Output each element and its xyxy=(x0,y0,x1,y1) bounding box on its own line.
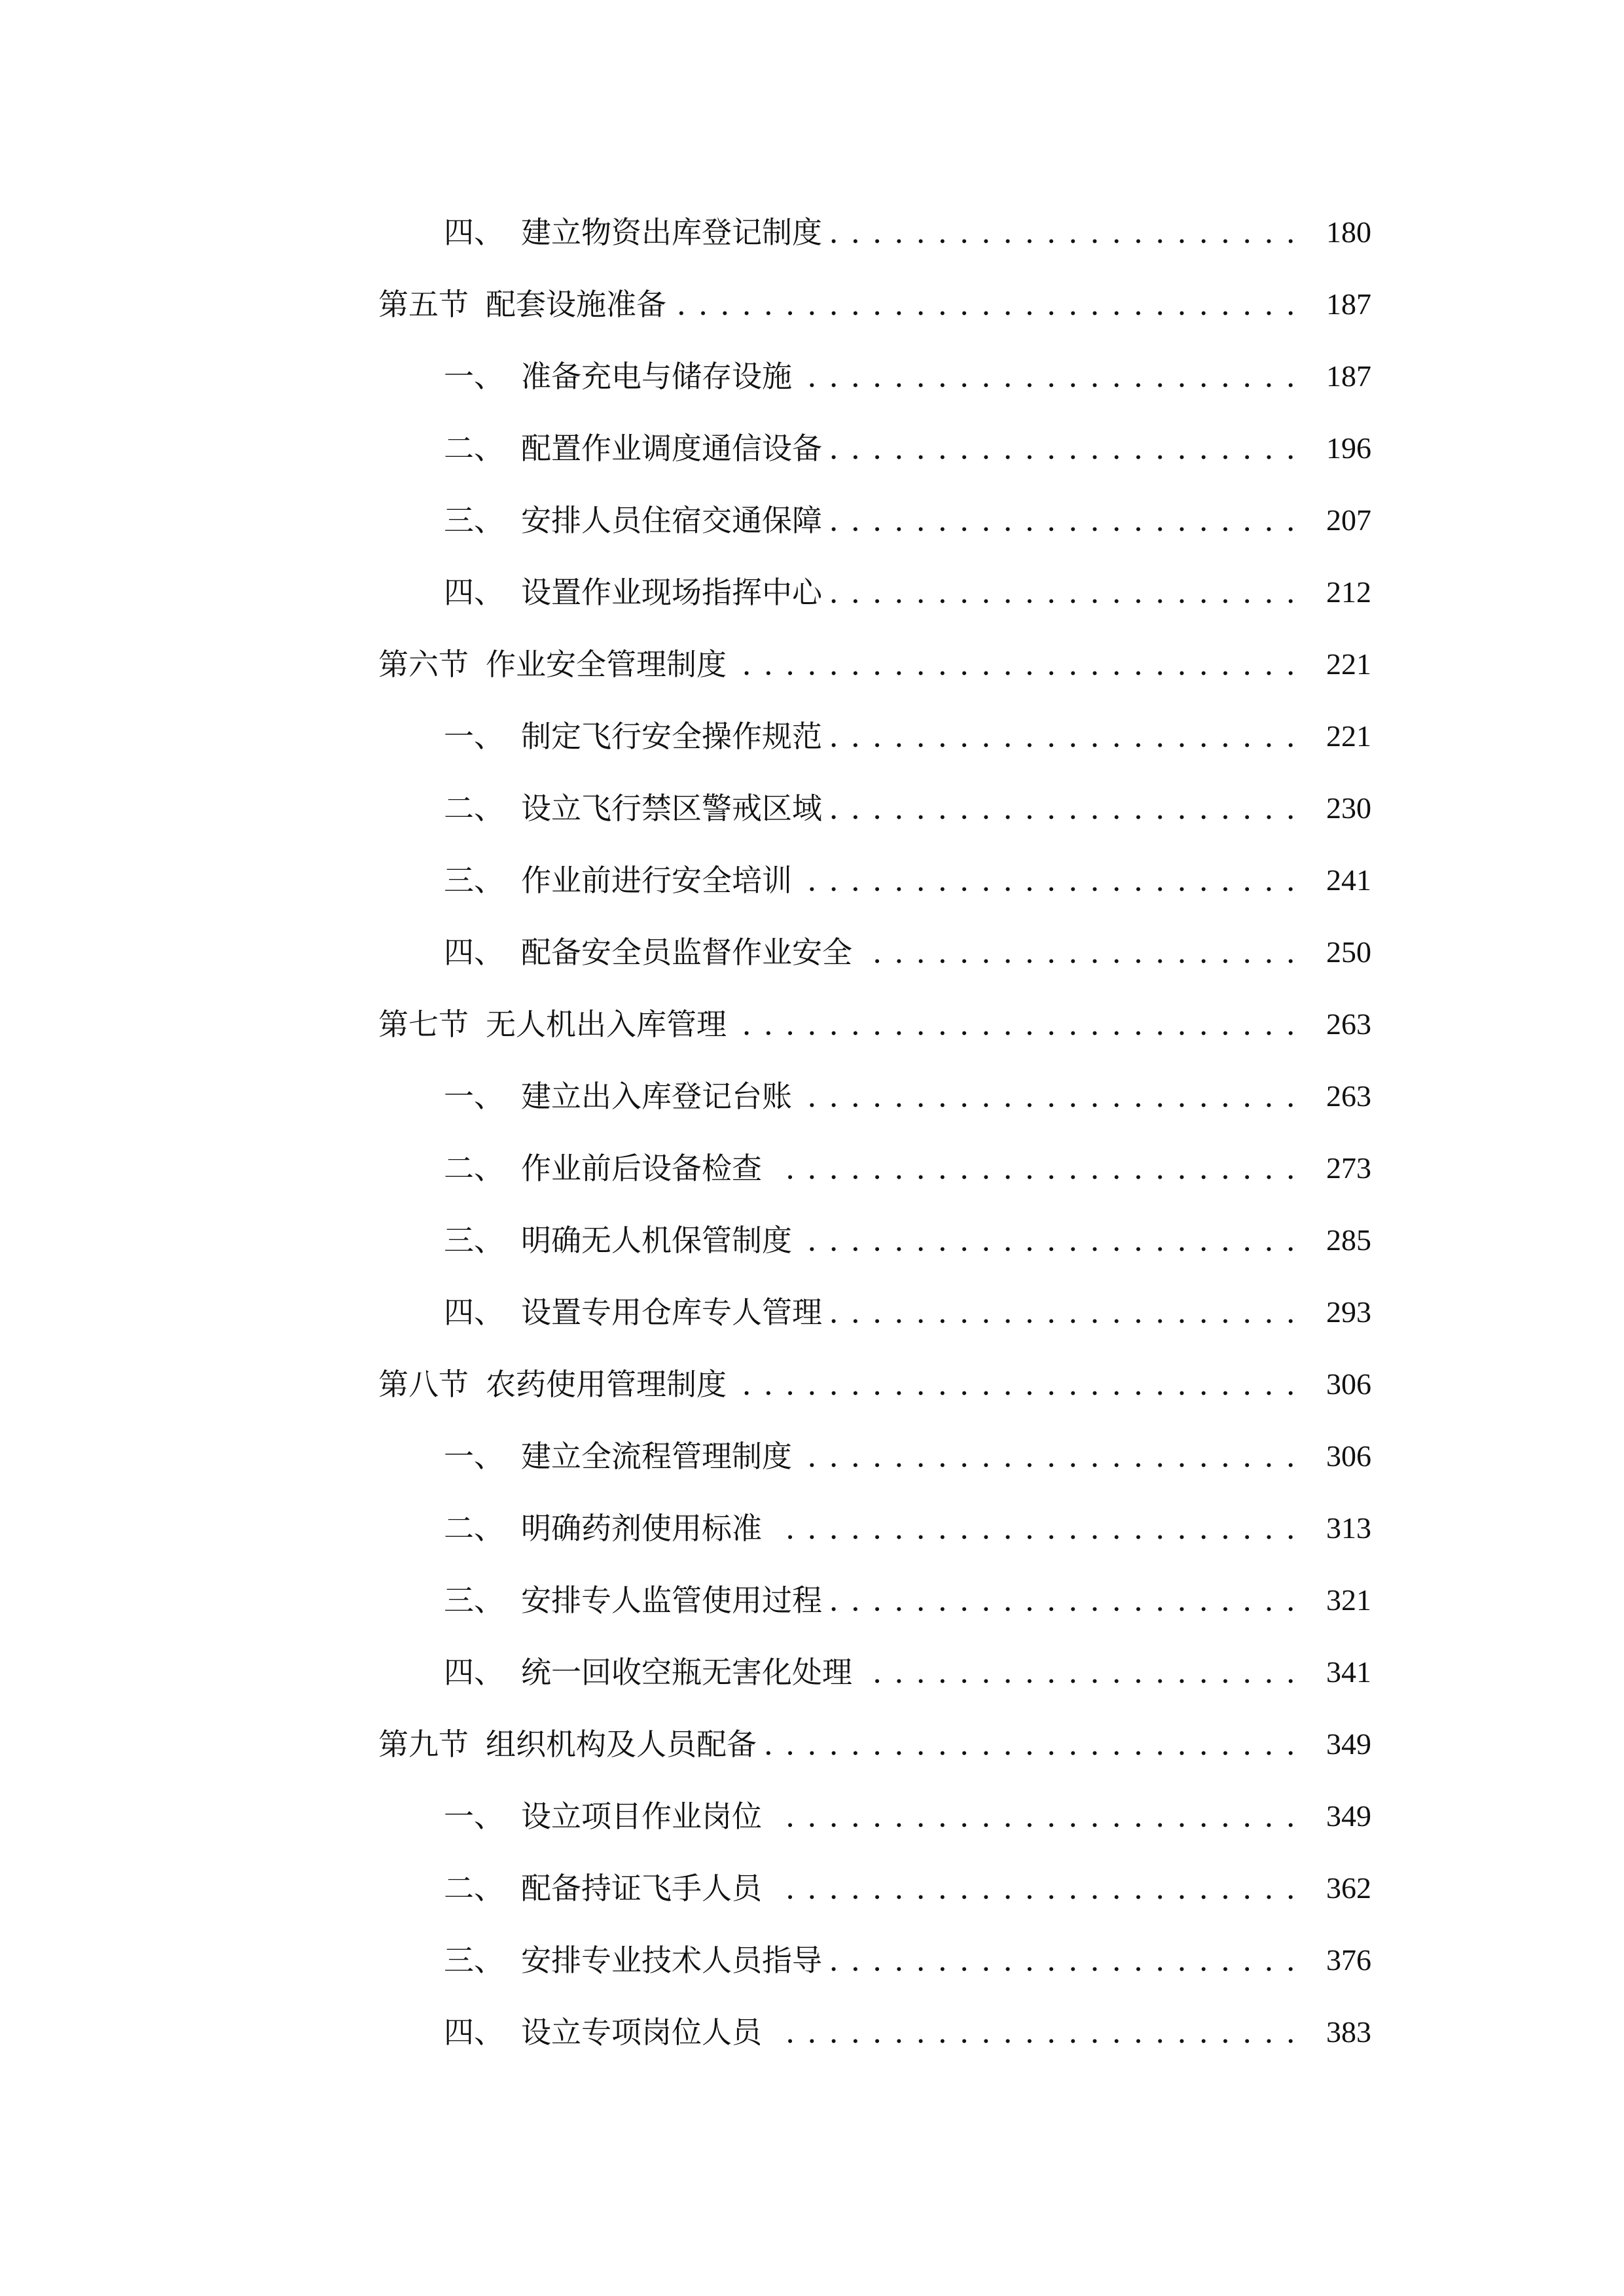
toc-entry[interactable] xyxy=(0,412,1624,484)
toc-entry-title: 设立专项岗位人员 xyxy=(521,2015,762,2050)
dot-leader xyxy=(831,484,1297,556)
toc-entry-number: 一、 xyxy=(444,359,504,394)
toc-entry[interactable] xyxy=(0,916,1624,988)
dot-leader xyxy=(801,844,1297,916)
toc-entry-page: 313 xyxy=(1326,1511,1371,1545)
toc-entry-title: 安排人员住宿交通保障 xyxy=(521,503,822,538)
toc-entry-number: 三、 xyxy=(444,503,504,538)
toc-entry-page: 241 xyxy=(1326,863,1371,897)
toc-entry-number: 一、 xyxy=(444,1079,504,1114)
toc-entry-page: 187 xyxy=(1326,287,1371,321)
toc-entry-title: 配置作业调度通信设备 xyxy=(521,431,822,466)
toc-entry-page: 263 xyxy=(1326,1007,1371,1041)
toc-entry[interactable] xyxy=(0,1132,1624,1204)
toc-entry-title: 安排专人监管使用过程 xyxy=(521,1583,822,1618)
toc-entry-page: 285 xyxy=(1326,1223,1371,1257)
toc-entry-number: 四、 xyxy=(444,215,504,250)
dot-leader xyxy=(801,1420,1297,1492)
toc-entry[interactable] xyxy=(0,700,1624,772)
dot-leader xyxy=(676,268,1297,340)
toc-entry-page: 207 xyxy=(1326,503,1371,537)
dot-leader xyxy=(736,628,1297,700)
toc-entry-number: 一、 xyxy=(444,1799,504,1834)
toc-entry-number: 二、 xyxy=(444,1511,504,1546)
toc-entry-title: 制定飞行安全操作规范 xyxy=(521,719,822,754)
toc-entry-title: 配备安全员监督作业安全 xyxy=(521,935,852,970)
toc-section-title: 作业安全管理制度 xyxy=(486,647,727,682)
toc-entry-title: 明确无人机保管制度 xyxy=(521,1223,792,1258)
dot-leader xyxy=(861,916,1297,988)
toc-section-number: 第六节 xyxy=(378,647,469,682)
toc-entry-title: 建立物资出库登记制度 xyxy=(521,215,822,250)
toc-section-entry[interactable] xyxy=(0,1348,1624,1420)
toc-entry-page: 341 xyxy=(1326,1655,1371,1689)
toc-entry-page: 321 xyxy=(1326,1583,1371,1617)
toc-section-title: 组织机构及人员配备 xyxy=(486,1727,757,1762)
toc-entry-number: 二、 xyxy=(444,791,504,826)
toc-section-number: 第五节 xyxy=(378,287,469,322)
toc-entry[interactable] xyxy=(0,340,1624,412)
dot-leader xyxy=(861,1636,1297,1708)
toc-entry-page: 306 xyxy=(1326,1367,1371,1401)
toc-entry-page: 250 xyxy=(1326,935,1371,969)
toc-entry-title: 统一回收空瓶无害化处理 xyxy=(521,1655,852,1690)
toc-entry-page: 376 xyxy=(1326,1943,1371,1977)
dot-leader xyxy=(831,1924,1297,1996)
toc-entry-title: 准备充电与储存设施 xyxy=(521,359,792,394)
toc-section-entry[interactable] xyxy=(0,1708,1624,1780)
dot-leader xyxy=(831,556,1297,628)
dot-leader xyxy=(801,1060,1297,1132)
toc-entry[interactable] xyxy=(0,484,1624,556)
dot-leader xyxy=(771,1492,1297,1564)
toc-entry-number: 三、 xyxy=(444,863,504,898)
toc-entry-number: 四、 xyxy=(444,1655,504,1690)
toc-entry-page: 187 xyxy=(1326,359,1371,393)
toc-entry-number: 四、 xyxy=(444,1295,504,1330)
toc-entry-title: 建立出入库登记台账 xyxy=(521,1079,792,1114)
toc-entry-page: 221 xyxy=(1326,647,1371,681)
toc-entry-title: 设立项目作业岗位 xyxy=(521,1799,762,1834)
toc-entry-number: 四、 xyxy=(444,2015,504,2050)
toc-entry-title: 建立全流程管理制度 xyxy=(521,1439,792,1474)
toc-entry-title: 设置作业现场指挥中心 xyxy=(521,575,822,610)
dot-leader xyxy=(771,1996,1297,2068)
toc-entry-number: 三、 xyxy=(444,1583,504,1618)
toc-section-number: 第八节 xyxy=(378,1367,469,1402)
toc-entry[interactable] xyxy=(0,1996,1624,2068)
toc-entry-page: 263 xyxy=(1326,1079,1371,1113)
toc-entry-title: 设置专用仓库专人管理 xyxy=(521,1295,822,1330)
toc-entry-title: 配备持证飞手人员 xyxy=(521,1871,762,1906)
toc-section-number: 第九节 xyxy=(378,1727,469,1762)
dot-leader xyxy=(771,1852,1297,1924)
toc-section-entry[interactable] xyxy=(0,268,1624,340)
toc-entry[interactable] xyxy=(0,1780,1624,1852)
dot-leader xyxy=(831,412,1297,484)
toc-entry-number: 四、 xyxy=(444,575,504,610)
toc-entry-number: 一、 xyxy=(444,719,504,754)
toc-entry-page: 383 xyxy=(1326,2015,1371,2049)
toc-entry-number: 四、 xyxy=(444,935,504,970)
toc-section-title: 配套设施准备 xyxy=(486,287,666,322)
toc-entry[interactable] xyxy=(0,1852,1624,1924)
dot-leader xyxy=(736,1348,1297,1420)
table-of-contents xyxy=(0,196,1624,2068)
toc-entry[interactable] xyxy=(0,1492,1624,1564)
toc-entry-title: 明确药剂使用标准 xyxy=(521,1511,762,1546)
dot-leader xyxy=(801,1204,1297,1276)
toc-entry-page: 273 xyxy=(1326,1151,1371,1185)
toc-section-entry[interactable] xyxy=(0,628,1624,700)
toc-entry-number: 三、 xyxy=(444,1223,504,1258)
dot-leader xyxy=(831,1564,1297,1636)
toc-entry-page: 221 xyxy=(1326,719,1371,753)
toc-entry[interactable] xyxy=(0,1204,1624,1276)
dot-leader xyxy=(736,988,1297,1060)
toc-entry[interactable] xyxy=(0,196,1624,268)
toc-entry-number: 一、 xyxy=(444,1439,504,1474)
toc-entry-title: 作业前进行安全培训 xyxy=(521,863,792,898)
toc-entry-number: 二、 xyxy=(444,1151,504,1186)
toc-entry-page: 180 xyxy=(1326,215,1371,249)
toc-entry[interactable] xyxy=(0,1420,1624,1492)
toc-entry-page: 293 xyxy=(1326,1295,1371,1329)
toc-entry-title: 作业前后设备检查 xyxy=(521,1151,762,1186)
toc-entry-page: 230 xyxy=(1326,791,1371,825)
toc-entry-number: 二、 xyxy=(444,1871,504,1906)
dot-leader xyxy=(831,196,1297,268)
toc-entry[interactable] xyxy=(0,772,1624,844)
toc-entry-page: 306 xyxy=(1326,1439,1371,1473)
toc-entry-title: 设立飞行禁区警戒区域 xyxy=(521,791,822,826)
dot-leader xyxy=(766,1708,1297,1780)
toc-section-title: 无人机出入库管理 xyxy=(486,1007,727,1042)
dot-leader xyxy=(831,1276,1297,1348)
toc-entry[interactable] xyxy=(0,1924,1624,1996)
toc-entry-page: 362 xyxy=(1326,1871,1371,1905)
toc-entry-title: 安排专业技术人员指导 xyxy=(521,1943,822,1978)
dot-leader xyxy=(831,700,1297,772)
dot-leader xyxy=(801,340,1297,412)
toc-entry[interactable] xyxy=(0,1060,1624,1132)
dot-leader xyxy=(831,772,1297,844)
toc-entry-page: 349 xyxy=(1326,1799,1371,1833)
toc-entry[interactable] xyxy=(0,556,1624,628)
dot-leader xyxy=(771,1132,1297,1204)
toc-entry[interactable] xyxy=(0,844,1624,916)
dot-leader xyxy=(771,1780,1297,1852)
toc-section-entry[interactable] xyxy=(0,988,1624,1060)
toc-entry[interactable] xyxy=(0,1276,1624,1348)
toc-section-number: 第七节 xyxy=(378,1007,469,1042)
toc-entry[interactable] xyxy=(0,1636,1624,1708)
toc-entry-number: 二、 xyxy=(444,431,504,466)
toc-entry-page: 349 xyxy=(1326,1727,1371,1761)
toc-entry-page: 196 xyxy=(1326,431,1371,465)
toc-entry-page: 212 xyxy=(1326,575,1371,609)
toc-entry-number: 三、 xyxy=(444,1943,504,1978)
toc-entry[interactable] xyxy=(0,1564,1624,1636)
toc-section-title: 农药使用管理制度 xyxy=(486,1367,727,1402)
